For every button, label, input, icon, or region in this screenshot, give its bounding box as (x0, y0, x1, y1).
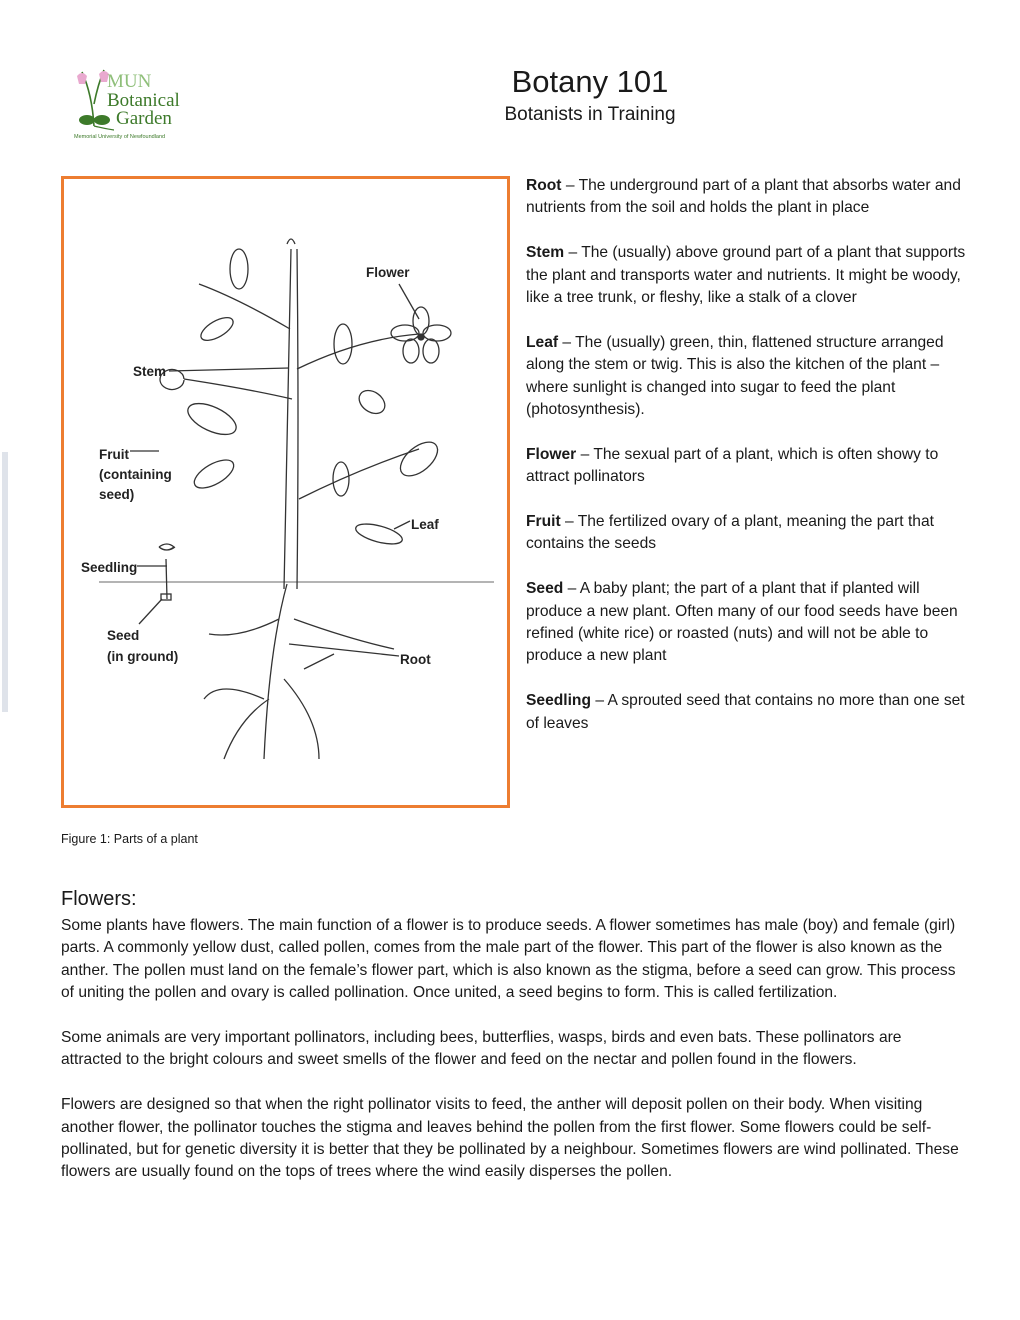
paragraph: Flowers are designed so that when the right pollinator visits to feed, the anther will deposit pollen on their body. When visiting another flower, the pollinator touches the stigma and leaves behind the pollen from the first flower. Some flowers could be self-pollinated, but for genetic diversity it is better that they be pollinated by a neighbour. Sometimes flowers are wind pollinated. These flowers are usually found on the tops of trees where the wind easily disperses the pollen. (61, 1096, 959, 1181)
definition-term: Stem (526, 244, 565, 262)
definition-seedling (526, 690, 966, 735)
definition-root (526, 175, 966, 220)
definition-term: Seed (526, 580, 564, 598)
definition-stem (526, 242, 966, 309)
label-seed: Seed (107, 628, 140, 643)
definition-text: – The sexual part of a plant, which is often showy to attract pollinators (526, 445, 939, 486)
label-stem: Stem (133, 364, 167, 379)
definition-fruit (526, 511, 966, 556)
paragraph: Some plants have flowers. The main function of a flower is to produce seeds. A flower sometimes has male (boy) and female (girl) parts. A commonly yellow dust, called pollen, comes from the male part of the flower. This part of the flower is also known as the anther. The pollen must land on the female’s flower part, which is also known as the stigma, before a seed can grow. This process of uniting the pollen and ovary is called pollination. Once united, a seed begins to form. This is called fertilization. (61, 917, 956, 1002)
mun-botanical-garden-logo (74, 64, 199, 144)
definition-text: – A sprouted seed that contains no more than one set of leaves (526, 692, 965, 732)
definition-text: – The (usually) green, thin, flattened structure arranged along the stem or twig. This is also the kitchen of the plant – where sunlight is changed into sugar to feed the plant (photosynthesis). (526, 333, 944, 419)
figure-caption: Figure 1: Parts of a plant (61, 832, 198, 846)
label-seedling: Seedling (81, 560, 138, 575)
label-flower: Flower (366, 265, 410, 280)
definition-seed (526, 578, 966, 668)
paragraph: Some animals are very important pollinators, including bees, butterflies, wasps, birds and even bats. These pollinators are attracted to the bright colours and sweet smells of the flower and feed on the nectar and pollen found in the flowers. (61, 1029, 902, 1069)
flowers-section (61, 915, 961, 1206)
definition-term: Root (526, 177, 562, 194)
label-fruit-seed: seed) (99, 487, 135, 502)
logo-tagline: Memorial University of Newfoundland (74, 134, 166, 140)
definition-term: Leaf (526, 333, 559, 351)
definition-term: Flower (526, 445, 577, 463)
logo-garden: Garden (116, 108, 172, 129)
label-fruit-containing: (containing (99, 467, 172, 482)
logo-botanical: Botanical (107, 90, 180, 111)
plant-diagram-figure (61, 176, 510, 808)
label-root: Root (400, 652, 431, 667)
label-leaf: Leaf (411, 517, 439, 532)
flowers-heading: Flowers: (61, 888, 137, 910)
page-subtitle: Botanists in Training (504, 104, 676, 125)
definition-text: – A baby plant; the part of a plant that if planted will produce a new plant. Often many of our food seeds have been refined (white rice) or roasted (nuts) and will not be able to produce a new plant (526, 580, 958, 665)
definition-term: Fruit (526, 513, 561, 531)
definition-flower (526, 444, 966, 489)
label-fruit: Fruit (99, 447, 129, 462)
label-seed-in-ground: (in ground) (107, 649, 179, 664)
logo-mun: MUN (107, 71, 152, 92)
definition-text: – The underground part of a plant that absorbs water and nutrients from the soil and holds the plant in place (526, 177, 961, 217)
definitions-list (526, 175, 966, 757)
definition-text: – The (usually) above ground part of a plant that supports the plant and transports water and nutrients. It might be woody, like a tree trunk, or fleshy, like a stalk of a clover (526, 244, 966, 307)
definition-leaf (526, 332, 966, 422)
definition-text: – The fertilized ovary of a plant, meaning the part that contains the seeds (526, 513, 934, 553)
definition-term: Seedling (526, 692, 591, 710)
page-edge-marker (2, 452, 8, 712)
page-title: Botany 101 (511, 64, 669, 99)
